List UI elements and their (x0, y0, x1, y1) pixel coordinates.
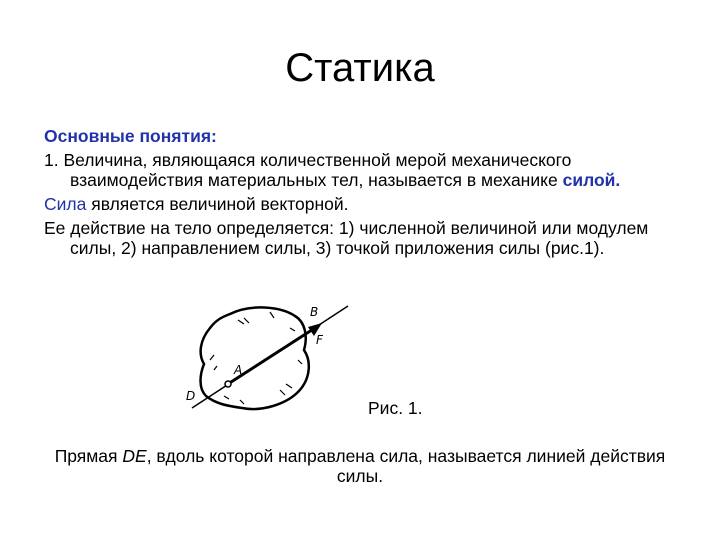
slide-title: Статика (285, 46, 435, 90)
bottom-pre: Прямая (54, 446, 123, 466)
bottom-term: DE (122, 446, 147, 466)
body-text (44, 126, 684, 262)
section-heading: Основные понятия: (44, 126, 217, 146)
force-figure (180, 300, 360, 420)
vector-rest: является величиной векторной. (86, 194, 349, 214)
line-of-action-definition (40, 446, 680, 486)
label-d: D (186, 389, 196, 403)
force-action-text: Ее действие на тело определяется: 1) численной величиной или модулем силы, 2) направлением силы, 3) точкой приложения силы (рис.1). (44, 218, 649, 258)
definition-text: 1. Величина, являющаяся количественной мерой механического взаимодействия материальных тел, называется в механике (44, 150, 572, 190)
bottom-post: , вдоль которой направлена сила, называется линией действия силы. (146, 446, 666, 486)
label-b: B (310, 305, 319, 319)
label-a: A (234, 363, 243, 377)
point-a (225, 381, 231, 387)
vector-term: Сила (44, 194, 87, 214)
body-outline (201, 307, 309, 409)
label-f: F (316, 333, 323, 347)
vector-statement (44, 194, 684, 214)
definition-item (44, 150, 684, 190)
figure-caption: Рис. 1. (368, 398, 423, 418)
definition-term: силой. (562, 170, 621, 190)
